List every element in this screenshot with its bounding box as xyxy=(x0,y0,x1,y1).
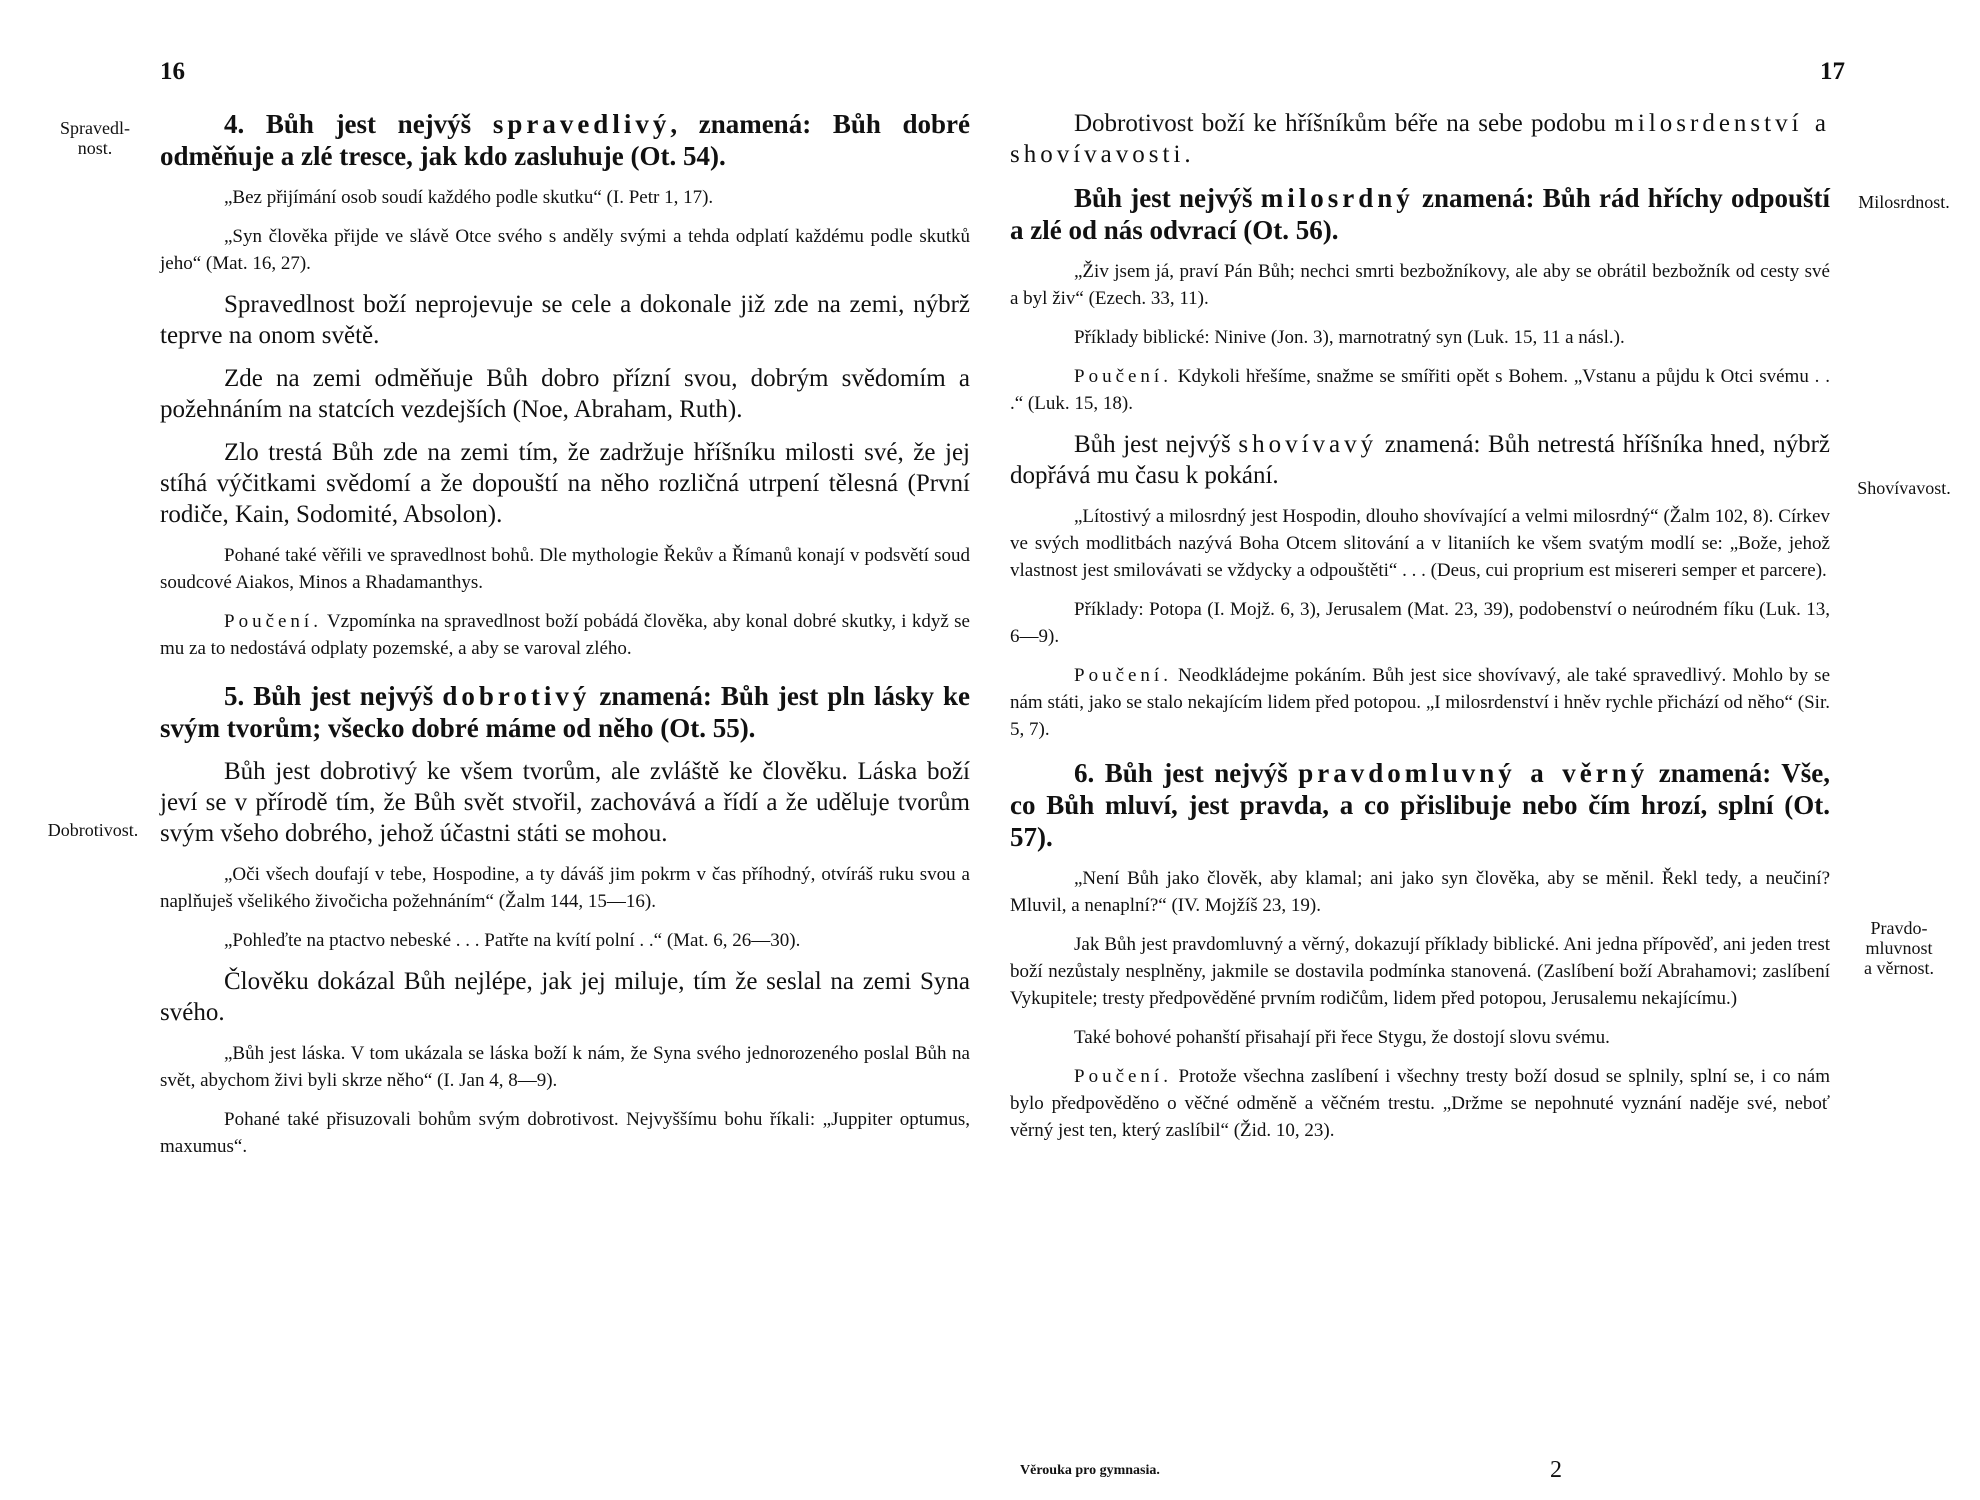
note: Jak Bůh jest pravdomluvný a věrný, dokazují příklady biblické. Ani jedna přípověď, ani jeden trest boží nezůstaly nesplněny, jakmile se dostavila podmínka stanovená. (Zaslíbení boží Abrahamovi; zaslíbení Vykupitele; tresty předpověděné prvním rodičům, lidem před potopou, Jerusalemu nekajícímu.) xyxy=(1010,934,1830,1009)
pouceni: Poučení. Vzpomínka na spravedlnost boží pobádá člověka, aby konal dobré skutky, i když se mu za to nedostává odplaty pozemské, a aby se varoval zlého. xyxy=(160,611,970,659)
paragraph: Bůh jest dobrotivý ke všem tvorům, ale zvláště ke člověku. Láska boží jeví se v přírodě tím, že Bůh svět stvořil, zachovává a řídí a že uděluje tvorům svým všeho dobrého, jehož účastni státi se mohou. xyxy=(160,758,970,847)
note: Pohané také přisuzovali bohům svým dobrotivost. Nejvyššímu bohu říkali: „Juppiter optumus, maxumus“. xyxy=(160,1109,970,1157)
signature-mark: 2 xyxy=(1550,1457,1562,1483)
quote: „Lítostivý a milosrdný jest Hospodin, dlouho shovívající a velmi milosrdný“ (Žalm 102, 8). Církev ve svých modlitbách nazývá Boha Otcem slitování a v litaniích ke všem svatým modlí se: „Bože, jehož vlastnost jest smilovávati se vždycky a odpouštěti“ . . . (Deus, cui proprium est misereri semper et parcere). xyxy=(1010,506,1830,581)
note: Také bohové pohanští přisahají při řece Stygu, že dostojí slovu svému. xyxy=(1074,1027,1610,1048)
quote: „Oči všech doufají v tebe, Hospodine, a ty dáváš jim pokrm v čas příhodný, otvíráš ruku svou a naplňuješ všelikého živočicha požehnáním“ (Žalm 144, 15—16). xyxy=(160,864,970,912)
margin-note-milosrdnost: Milosrdnost. xyxy=(1858,192,1950,212)
quote: „Syn člověka přijde ve slávě Otce svého s anděly svými a tehda odplatí každému podle skutků jeho“ (Mat. 16, 27). xyxy=(160,226,970,274)
note: Pohané také věřili ve spravedlnost bohů. Dle mythologie Řekův a Římanů konají v podsvětí soud soudcové Aiakos, Minos a Rhadamanthys. xyxy=(160,545,970,593)
paragraph: Člověku dokázal Bůh nejlépe, jak jej miluje, tím že seslal na zemi Syna svého. xyxy=(160,968,970,1026)
page-number: 17 xyxy=(1820,58,1845,85)
paragraph: Zlo trestá Bůh zde na zemi tím, že zadržuje hříšníku milosti své, že jej stíhá výčitkami svědomí a že dopouští na něho rozličná utrpení tělesná (První rodiče, Kain, Sodomité, Absolon). xyxy=(160,439,970,528)
margin-note-shovivavost: Shovívavost. xyxy=(1857,478,1951,498)
left-text-column xyxy=(160,108,970,1172)
paragraph: Zde na zemi odměňuje Bůh dobro přízní svou, dobrým svědomím a požehnáním na statcích vezdejších (Noe, Abraham, Ruth). xyxy=(160,365,970,423)
footer: Věrouka pro gymnasia. xyxy=(1020,1463,1160,1478)
right-page xyxy=(990,0,1980,1500)
margin-note-spravedlnost: Spravedl- nost. xyxy=(60,118,130,158)
note: Příklady: Potopa (I. Mojž. 6, 3), Jerusalem (Mat. 23, 39), podobenství o neúrodném fíku (Luk. 13, 6—9). xyxy=(1010,599,1830,647)
quote: „Živ jsem já, praví Pán Bůh; nechci smrti bezbožníkovy, ale aby se obrátil bezbožník od cesty své a byl živ“ (Ezech. 33, 11). xyxy=(1010,261,1830,309)
milosrdnost-heading: Bůh jest nejvýš milosrdný znamená: Bůh rád hříchy odpouští a zlé od nás odvrací (Ot. 56). xyxy=(1010,183,1830,245)
quote: „Pohleďte na ptactvo nebeské . . . Patřte na kvítí polní . .“ (Mat. 6, 26—30). xyxy=(224,930,801,951)
paragraph: Spravedlnost boží neprojevuje se cele a dokonale již zde na zemi, nýbrž teprve na onom světě. xyxy=(160,291,970,349)
quote: „Bez přijímání osob soudí každého podle skutku“ (I. Petr 1, 17). xyxy=(224,187,714,208)
pouceni: Poučení. Neodkládejme pokáním. Bůh jest sice shovívavý, ale také spravedlivý. Mohlo by se nám státi, jako se stalo nekajícím lidem před potopou. „I milosrdenství i hněv rychle přichází od něho“ (Sir. 5, 7). xyxy=(1010,665,1830,740)
margin-note-pravdomluvnost: Pravdo- mluvnost a věrnost. xyxy=(1864,918,1934,978)
pouceni: Poučení. Protože všechna zaslíbení i všechny tresty boží dosud se splnily, splní se, i co nám bylo předpověděno o věčné odměně a věčném trestu. „Držme se nepohnuté vyznání naděje své, neboť věrný jest ten, který zaslíbil“ (Žid. 10, 23). xyxy=(1010,1066,1830,1141)
section-4-heading: 4. Bůh jest nejvýš spravedlivý, znamená: Bůh dobré odměňuje a zlé tresce, jak kdo zasluhuje (Ot. 54). xyxy=(160,109,971,171)
paragraph: Dobrotivost boží ke hříšníkům béře na sebe podobu milosrdenství a shovívavosti. xyxy=(1010,110,1830,168)
shovivavost-heading: Bůh jest nejvýš shovívavý znamená: Bůh netrestá hříšníka hned, nýbrž dopřává mu času k pokání. xyxy=(1010,431,1831,489)
quote: „Bůh jest láska. V tom ukázala se láska boží k nám, že Syna svého jednorozeného poslal Bůh na svět, abychom živi byli skrze něho“ (I. Jan 4, 8—9). xyxy=(160,1043,970,1091)
page-number: 16 xyxy=(160,58,185,85)
section-6-heading: 6. Bůh jest nejvýš pravdomluvný a věrný znamená: Vše, co Bůh mluví, jest pravda, a co přislibuje nebo čím hrozí, splní (Ot. 57). xyxy=(1010,758,1831,852)
margin-note-dobrotivost: Dobrotivost. xyxy=(47,820,139,840)
right-text-column xyxy=(1010,108,1830,1156)
note: Příklady biblické: Ninive (Jon. 3), marnotratný syn (Luk. 15, 11 a násl.). xyxy=(1074,327,1625,348)
quote: „Není Bůh jako člověk, aby klamal; ani jako syn člověka, aby se měnil. Řekl tedy, a neučiní? Mluvil, a nenaplní?“ (IV. Mojžíš 23, 19). xyxy=(1010,868,1830,916)
pouceni: Poučení. Kdykoli hřešíme, snažme se smířiti opět s Bohem. „Vstanu a půjdu k Otci svému . . .“ (Luk. 15, 18). xyxy=(1010,366,1830,414)
section-5-heading: 5. Bůh jest nejvýš dobrotivý znamená: Bůh jest pln lásky ke svým tvorům; všecko dobré máme od něho (Ot. 55). xyxy=(160,681,970,743)
